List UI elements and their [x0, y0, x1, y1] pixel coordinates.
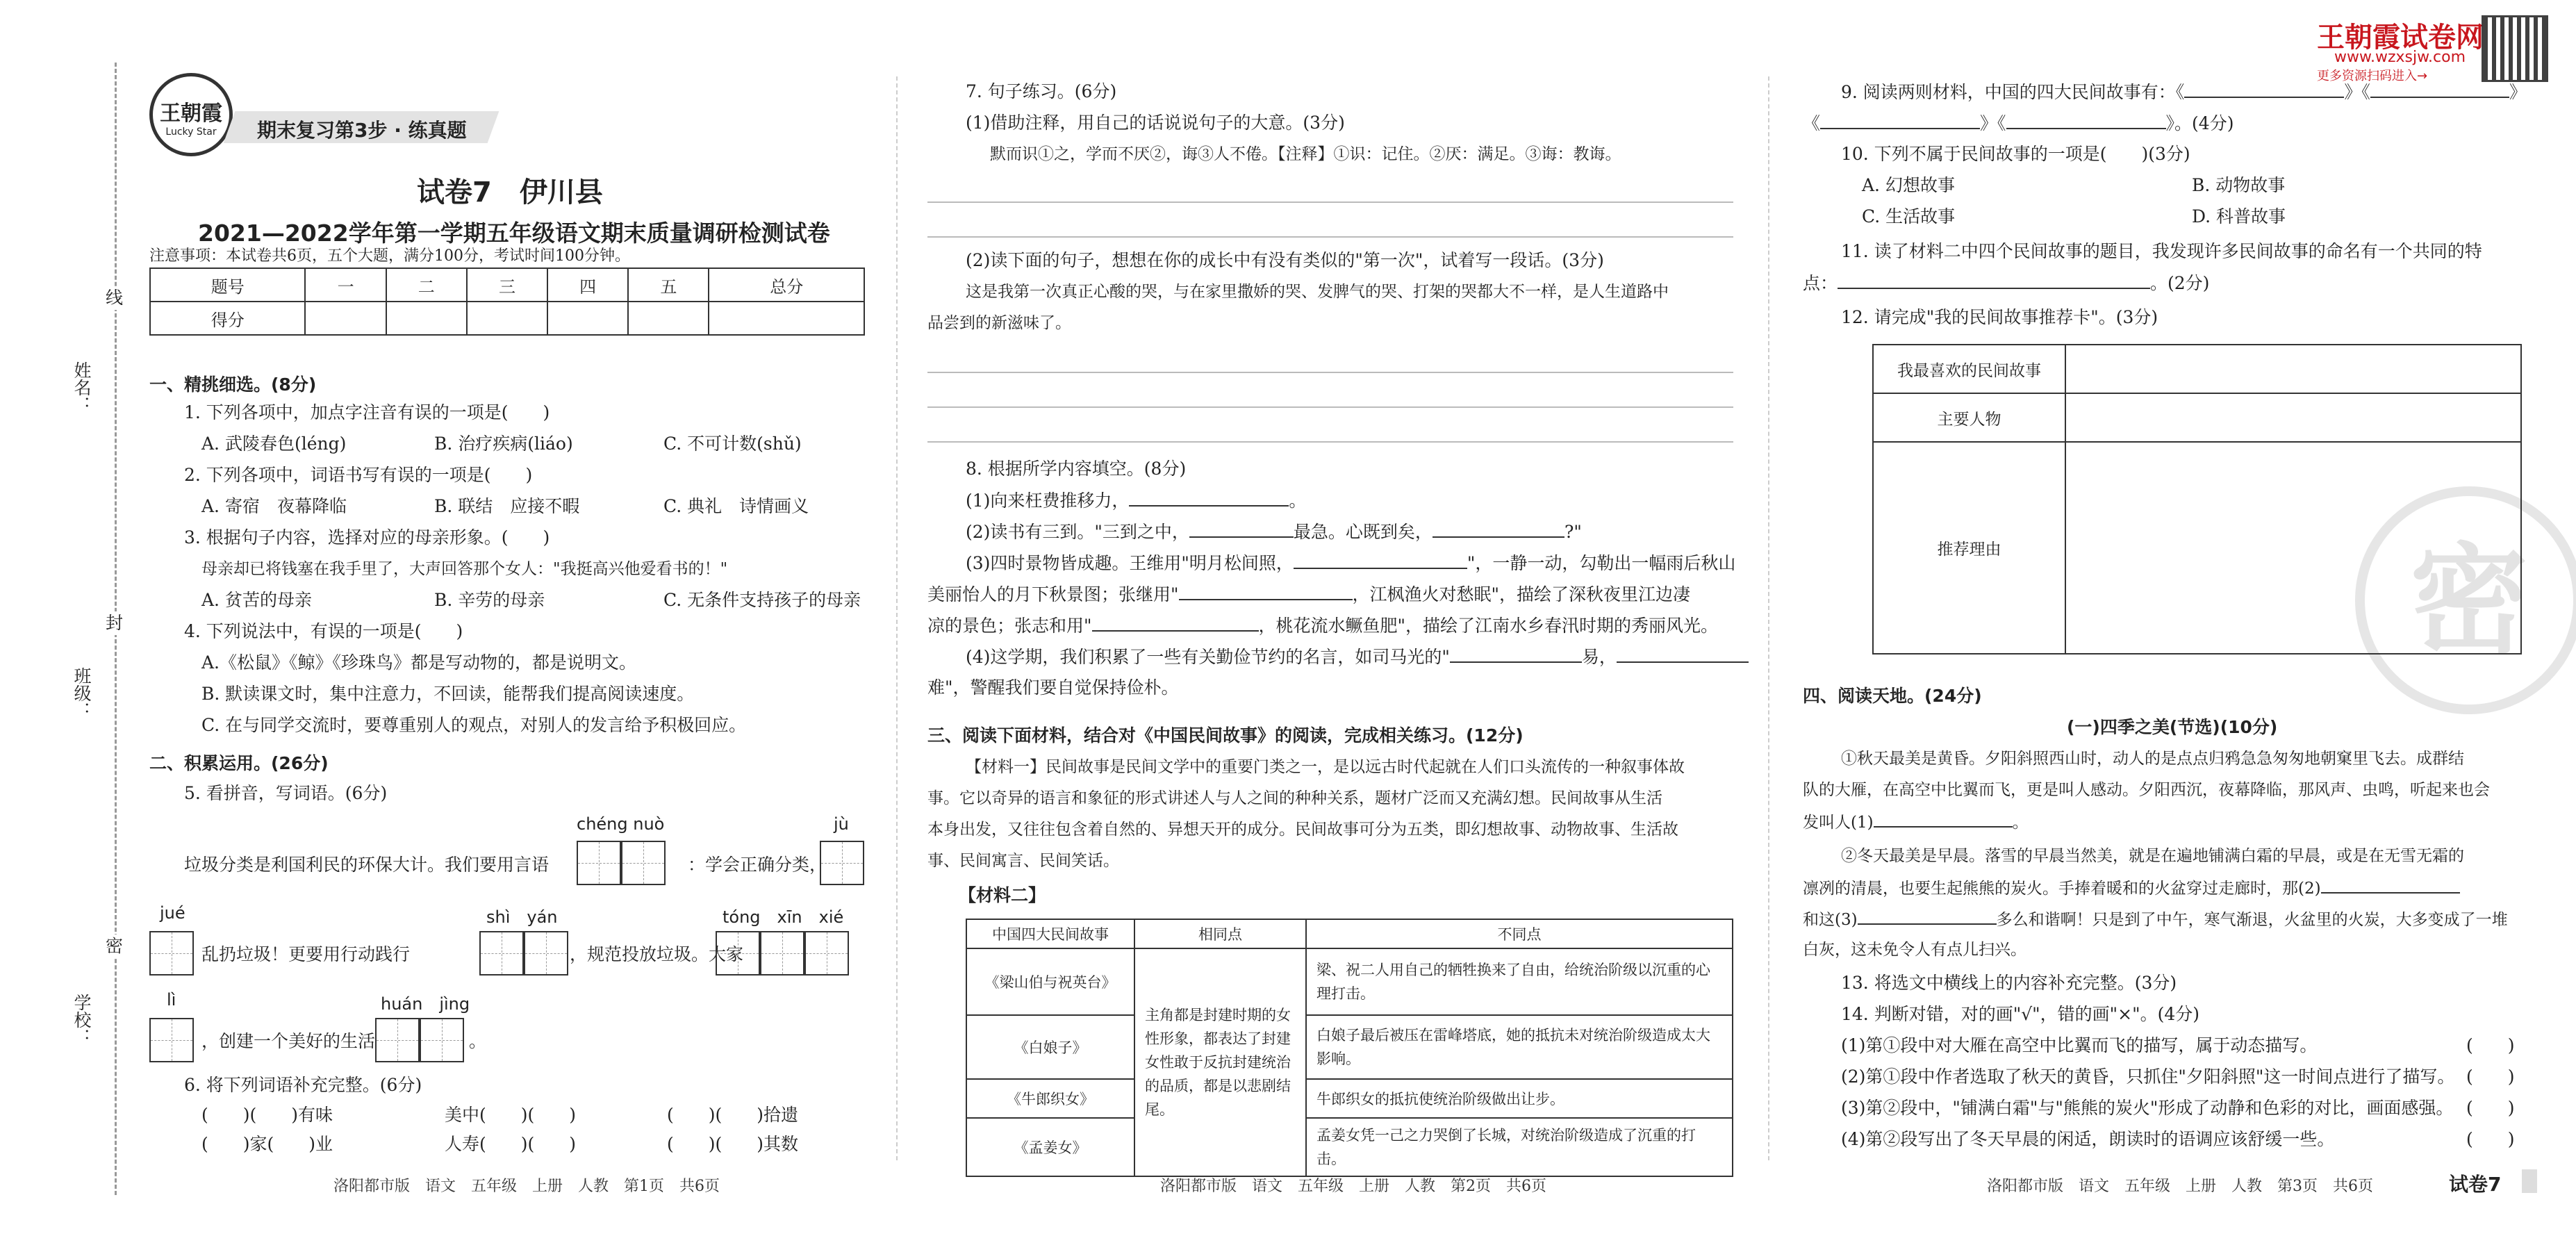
q3-option-b: B. 辛劳的母亲 — [434, 590, 545, 610]
answer-box-li[interactable] — [149, 1018, 194, 1062]
q7-sentence: 默而识①之，学而不厌②，诲③人不倦。【注释】①识：记住。②厌：满足。③诲：教诲。 — [990, 145, 1621, 163]
q8-item3-a: (3)四时景物皆成趣。王维用"明月松间照， — [966, 553, 1294, 573]
material1-line1: 【材料一】民间故事是民间文学中的重要门类之一，是以远古时代起就在人们口头流传的一种叙事体故 — [966, 758, 1685, 776]
q4-text: 4. 下列说法中，有误的一项是( ) — [184, 621, 463, 641]
table-head-diff: 不同点 — [1306, 919, 1733, 948]
q9-blank[interactable] — [2006, 111, 2166, 129]
q3-sentence: 母亲却已将钱塞在我手里了，大声回答那个女人："我挺高兴他爱看书的！" — [201, 560, 728, 578]
reading-blank-3[interactable] — [1858, 907, 1997, 925]
card-reason-input[interactable] — [2065, 442, 2521, 654]
q8-item1-text: (1)向来枉费推移力， — [966, 491, 1130, 511]
q1-option-a: A. 武陵春色(léng) — [201, 434, 347, 454]
q14-item-1: (1)第①段中对大雁在高空中比翼而飞的描写，属于动态描写。 — [1841, 1035, 2318, 1055]
q8-blank[interactable] — [1129, 488, 1289, 507]
q8-item2-text: (2)读书有三到。"三到之中， — [966, 522, 1189, 542]
q9-text: 9. 阅读两则材料，中国的四大民间故事有：《 》《 》 — [1841, 80, 2527, 104]
q1-option-b: B. 治疗疾病(liáo) — [434, 434, 573, 454]
reading1-p2-l3-b: 多么和谐啊！只是到了中午，寒气渐退，火盆里的火炭，大多变成了一堆 — [1996, 911, 2508, 929]
q8-blank[interactable] — [1294, 551, 1467, 569]
q5-text: 5. 看拼音，写词语。(6分) — [184, 783, 388, 803]
pinyin-tongxinxie: tóng xīn xié — [723, 907, 844, 927]
q6-r1-a: ( )( )有味 — [201, 1105, 333, 1125]
score-cell[interactable] — [467, 302, 547, 335]
q7-answer-line[interactable] — [927, 441, 1733, 443]
card-reason-label: 推荐理由 — [1873, 442, 2065, 654]
page-footer-1: 洛阳都市版 语文 五年级 上册 人教 第1页 共6页 — [333, 1178, 720, 1195]
material2-label: 【材料二】 — [959, 885, 1046, 905]
q8-blank[interactable] — [1433, 520, 1564, 538]
score-th-3: 三 — [467, 268, 547, 302]
answer-box-huanjing[interactable] — [375, 1018, 464, 1062]
pinyin-huanjing: huán jìng — [381, 994, 470, 1014]
q14-text: 14. 判断对错，对的画"√"，错的画"×"。(4分) — [1841, 1004, 2199, 1024]
q11-text: 11. 读了材料二中四个民间故事的题目，我发现许多民间故事的命名有一个共同的特 — [1841, 241, 2482, 261]
q8-blank[interactable] — [1092, 614, 1259, 632]
q8-item4-b: 易， — [1581, 647, 1617, 667]
q6-r1-c: ( )( )拾遗 — [667, 1105, 799, 1125]
qr-code-icon[interactable] — [2484, 17, 2546, 80]
q10-option-d: D. 科普故事 — [2192, 206, 2286, 227]
score-table — [149, 267, 865, 336]
material1-line3: 本身出发，又往往包含着自然的、异想天开的成分。民间故事可分为五类，即幻想故事、动物故事、生活故 — [927, 821, 1678, 839]
q6-r1-b: 美中( )( ) — [445, 1105, 577, 1125]
brand-logo — [149, 73, 233, 156]
q7-text: 7. 句子练习。(6分) — [966, 81, 1117, 101]
reading1-p2-l3-a: 和这(3) — [1803, 911, 1858, 929]
score-th-1: 一 — [305, 268, 386, 302]
q8-item3-l3 — [927, 614, 1718, 638]
q8-item3-e: 凉的景色；张志和用" — [927, 616, 1092, 636]
q8-item2-text-b: 最急。心既到矣， — [1293, 522, 1433, 542]
q5-line1-b: ：学会正确分类， — [688, 855, 827, 875]
score-th-5: 五 — [628, 268, 709, 302]
reading1-title: (一)四季之美(节选)(10分) — [2067, 717, 2278, 737]
q8-item4-l1 — [966, 645, 1749, 669]
q6-text: 6. 将下列词语补充完整。(6分) — [184, 1075, 422, 1095]
reading1-p1-l3-text: 发叫人(1) — [1803, 814, 1874, 832]
q1-text: 1. 下列各项中，加点字注音有误的一项是( ) — [184, 402, 550, 422]
exam-subtitle: 2021—2022学年第一学期五年级语文期末质量调研检测试卷 — [198, 220, 830, 247]
score-cell[interactable] — [709, 302, 864, 335]
page-footer-2: 洛阳都市版 语文 五年级 上册 人教 第2页 共6页 — [1160, 1178, 1546, 1195]
q9-text-l2: 《 》《 》。(4分) — [1803, 111, 2234, 135]
q9-blank[interactable] — [2370, 80, 2509, 98]
q14-paren-3[interactable]: ( ) — [2466, 1098, 2515, 1118]
reading1-p2-l1: ②冬天最美是早晨。落雪的早晨当然美，就是在遍地铺满白霜的早晨，或是在无雪无霜的 — [1841, 847, 2464, 865]
table-diff: 牛郎织女的抵抗使统治阶级做出让步。 — [1306, 1079, 1733, 1118]
q14-item-4: (4)第②段写出了冬天早晨的闲适，朗读时的语调应该舒缓一些。 — [1841, 1129, 2335, 1149]
binding-class-label: 班级： — [72, 667, 92, 719]
q2-option-b: B. 联结 应接不暇 — [434, 496, 580, 516]
q8-item2: (2)读书有三到。"三到之中， 最急。心既到矣， ?" — [966, 520, 1582, 544]
table-same-cell: 主角都是封建时期的女性形象，都表达了封建女性敢于反抗封建统治的品质，都是以悲剧结尾。 — [1134, 948, 1306, 1176]
binding-school-label: 学校： — [72, 994, 92, 1046]
reading1-p1-l3: 发叫人(1) 。 — [1803, 809, 2029, 834]
brand-logo-en: Lucky Star — [165, 126, 217, 138]
q1-option-c: C. 不可计数(shǔ) — [663, 434, 802, 454]
pinyin-ju: jù — [834, 814, 849, 834]
pinyin-li: lì — [167, 990, 176, 1010]
q14-item-2: (2)第①段中作者选取了秋天的黄昏，只抓住"夕阳斜照"这一时间点进行了描写。 — [1841, 1067, 2455, 1087]
reading1-p2-l3 — [1803, 907, 2508, 932]
q7-answer-line[interactable] — [927, 406, 1733, 408]
q8-item3-c: 美丽怡人的月下秋景图；张继用" — [927, 584, 1179, 604]
q5-line2-a: 乱扔垃圾！更要用行动践行 — [201, 944, 411, 964]
q8-blank[interactable] — [1617, 645, 1749, 663]
page-footer-3: 洛阳都市版 语文 五年级 上册 人教 第3页 共6页 — [1987, 1178, 2373, 1195]
answer-box-ju[interactable] — [820, 841, 864, 885]
score-th-2: 二 — [386, 268, 467, 302]
answer-box-chengnuo[interactable] — [577, 841, 666, 885]
q2-text: 2. 下列各项中，词语书写有误的一项是( ) — [184, 465, 533, 485]
score-th-0: 题号 — [150, 268, 305, 302]
q9-blank[interactable] — [2184, 80, 2344, 98]
column-divider-1 — [896, 76, 898, 1160]
q6-r2-a: ( )家( )业 — [201, 1134, 333, 1154]
card-char-input[interactable] — [2065, 393, 2521, 442]
answer-box-shiyan[interactable] — [479, 931, 568, 976]
exam-tag-bar — [2522, 1169, 2537, 1193]
q7-part1: (1)借助注释，用自己的话说说句子的大意。(3分) — [966, 113, 1345, 133]
q7-part2-sentence-1: 这是我第一次真正心酸的哭，与在家里撒娇的哭、发脾气的哭、打架的哭都大不一样，是人生道路中 — [966, 283, 1669, 301]
material1-line4: 事、民间寓言、民间笑话。 — [927, 852, 1119, 870]
watermark-text: 密 — [2409, 531, 2528, 670]
q8-blank[interactable] — [1450, 645, 1582, 663]
site-title: 王朝霞试卷网 — [2317, 22, 2484, 53]
answer-box-jue[interactable] — [149, 931, 194, 976]
q10-text: 10. 下列不属于民间故事的一项是( )(3分) — [1841, 144, 2190, 164]
q4-option-c: C. 在与同学交流时，要尊重别人的观点，对别人的发言给予积极回应。 — [201, 715, 747, 735]
q8-item1: (1)向来枉费推移力， 。 — [966, 488, 1306, 513]
table-diff: 梁、祝二人用自己的牺牲换来了自由，给统治阶级以沉重的心理打击。 — [1306, 948, 1733, 1015]
column-divider-2 — [1768, 76, 1769, 1160]
q9-blank[interactable] — [1820, 111, 1980, 129]
q13-text: 13. 将选文中横线上的内容补充完整。(3分) — [1841, 973, 2177, 993]
q8-item3-l1 — [966, 551, 1735, 575]
q7-part2: (2)读下面的句子，想想在你的成长中有没有类似的"第一次"，试着写一段话。(3分) — [966, 250, 1604, 270]
q3-option-a: A. 贫苦的母亲 — [201, 590, 312, 610]
answer-box-tongxinxie[interactable] — [716, 931, 849, 976]
q11-blank[interactable] — [1838, 271, 2150, 289]
reading-blank-2[interactable] — [2321, 875, 2460, 894]
site-more: 更多资源扫码进入→ — [2317, 69, 2428, 83]
reading1-p2-l2 — [1803, 875, 2460, 900]
score-cell[interactable] — [628, 302, 709, 335]
q10-option-c: C. 生活故事 — [1862, 206, 1956, 227]
table-diff: 白娘子最后被压在雷峰塔底，她的抵抗未对统治阶级造成太大影响。 — [1306, 1015, 1733, 1079]
binding-mark-secret: 密 — [106, 935, 123, 958]
q8-blank[interactable] — [1189, 520, 1294, 538]
pinyin-chengnuo: chéng nuò — [577, 814, 665, 834]
table-story: 《白娘子》 — [966, 1015, 1134, 1079]
table-head-story: 中国四大民间故事 — [966, 919, 1134, 948]
section-1-title: 一、精挑细选。(8分) — [149, 374, 317, 395]
binding-mark-seal: 封 — [106, 611, 123, 635]
q11-end: 。(2分) — [2150, 273, 2210, 293]
pinyin-jue: jué — [160, 903, 185, 923]
section-4-title: 四、阅读天地。(24分) — [1803, 686, 1982, 706]
q8-item3-b: "，一静一动，勾勒出一幅雨后秋山 — [1467, 553, 1736, 573]
q8-item4-l2: 难"，警醒我们要自觉保持俭朴。 — [927, 677, 1179, 698]
q3-option-c: C. 无条件支持孩子的母亲 — [663, 590, 861, 610]
site-url: www.wzxsjw.com — [2334, 49, 2466, 66]
q2-option-a: A. 寄宿 夜幕降临 — [201, 496, 347, 516]
pinyin-shiyan: shì yán — [486, 907, 558, 927]
score-cell[interactable] — [386, 302, 467, 335]
q7-answer-line[interactable] — [927, 236, 1733, 238]
score-th-6: 总分 — [709, 268, 864, 302]
exam-title: 试卷7 伊川县 — [417, 176, 603, 208]
q6-r2-c: ( )( )其数 — [667, 1134, 799, 1154]
score-th-4: 四 — [547, 268, 628, 302]
section-banner-text: 期末复习第3步 · 练真题 — [257, 119, 467, 142]
material2-table — [966, 919, 1733, 1177]
q3-text: 3. 根据句子内容，选择对应的母亲形象。( ) — [184, 527, 550, 548]
q12-text: 12. 请完成"我的民间故事推荐卡"。(3分) — [1841, 307, 2158, 327]
q2-option-c: C. 典礼 诗情画义 — [663, 496, 809, 516]
card-fav-label: 我最喜欢的民间故事 — [1873, 345, 2065, 393]
q8-item3-f: ，桃花流水鳜鱼肥"，描绘了江南水乡春汛时期的秀丽风光。 — [1258, 616, 1719, 636]
q14-paren-1[interactable]: ( ) — [2466, 1035, 2515, 1055]
q8-item3-d: ，江枫渔火对愁眠"，描绘了深秋夜里江边凄 — [1352, 584, 1691, 604]
q11-text-l2 — [1803, 271, 2209, 295]
q10-option-a: A. 幻想故事 — [1862, 175, 1955, 195]
score-row-label: 得分 — [150, 302, 305, 335]
q5-line3-end: 。 — [469, 1031, 487, 1051]
binding-name-label: 姓名： — [72, 361, 92, 413]
exam-notice: 注意事项：本试卷共6页，五个大题，满分100分，考试时间100分钟。 — [149, 247, 630, 265]
table-story: 《牛郎织女》 — [966, 1079, 1134, 1118]
recommend-card — [1872, 344, 2522, 655]
table-story: 《梁山伯与祝英台》 — [966, 948, 1134, 1015]
q11-label: 点： — [1803, 273, 1838, 293]
section-3-title: 三、阅读下面材料，结合对《中国民间故事》的阅读，完成相关练习。(12分) — [927, 725, 1524, 746]
q4-option-b: B. 默读课文时，集中注意力，不回读，能帮我们提高阅读速度。 — [201, 684, 695, 704]
q10-option-b: B. 动物故事 — [2192, 175, 2286, 195]
q4-option-a: A.《松鼠》《鲸》《珍珠鸟》都是写动物的，都是说明文。 — [201, 652, 637, 673]
q9-label: 9. 阅读两则材料，中国的四大民间故事有： — [1841, 82, 2176, 102]
section-2-title: 二、积累运用。(26分) — [149, 753, 329, 773]
q8-blank[interactable] — [1179, 582, 1353, 600]
reading1-p2-l2-text: 凛冽的清晨，也要生起熊熊的炭火。手捧着暖和的火盆穿过走廊时，那(2) — [1803, 880, 2321, 898]
exam-tag: 试卷7 — [2449, 1173, 2502, 1196]
score-cell[interactable] — [305, 302, 386, 335]
q14-paren-4[interactable]: ( ) — [2466, 1129, 2515, 1149]
material1-line2: 事。它以奇异的语言和象征的形式讲述人与人之间的种种关系，题材广泛而又充满幻想。民间故事从生活 — [927, 789, 1662, 807]
q8-item3-l2 — [927, 582, 1690, 607]
table-diff: 孟姜女凭一己之力哭倒了长城，对统治阶级造成了沉重的打击。 — [1306, 1118, 1733, 1176]
q7-answer-line[interactable] — [927, 372, 1733, 373]
binding-mark-line: 线 — [106, 286, 123, 310]
q8-text: 8. 根据所学内容填空。(8分) — [966, 459, 1187, 479]
brand-logo-text: 王朝霞 — [160, 101, 222, 126]
card-fav-input[interactable] — [2065, 345, 2521, 393]
q14-paren-2[interactable]: ( ) — [2466, 1067, 2515, 1087]
card-char-label: 主要人物 — [1873, 393, 2065, 442]
table-head-same: 相同点 — [1134, 919, 1306, 948]
q5-line1-a: 垃圾分类是利国利民的环保大计。我们要用言语 — [184, 855, 550, 875]
q5-line3: ，创建一个美好的生活 — [201, 1031, 376, 1051]
score-cell[interactable] — [547, 302, 628, 335]
reading1-p2-l4: 白灰，这未免令人有点儿扫兴。 — [1803, 941, 2026, 959]
reading-blank-1[interactable] — [1874, 809, 2013, 828]
q14-item-3: (3)第②段中，"铺满白霜"与"熊熊的炭火"形成了动静和色彩的对比，画面感强。 — [1841, 1098, 2454, 1118]
reading1-p1-l1: ①秋天最美是黄昏。夕阳斜照西山时，动人的是点点归鸦急急匆匆地朝窠里飞去。成群结 — [1841, 750, 2464, 768]
q5-line2-b: ，规范投放垃圾。大家 — [570, 944, 744, 964]
q9-end: 。(4分) — [2174, 113, 2234, 133]
table-story: 《孟姜女》 — [966, 1118, 1134, 1176]
q6-r2-b: 人寿( )( ) — [445, 1134, 577, 1154]
q7-part2-sentence-2: 品尝到的新滋味了。 — [927, 314, 1071, 332]
reading1-p1-l2: 队的大雁，在高空中比翼而飞，更是叫人感动。夕阳西沉，夜幕降临，那风声、虫鸣，听起来也会 — [1803, 781, 2490, 799]
q8-item4-a: (4)这学期，我们积累了一些有关勤俭节约的名言，如司马光的" — [966, 647, 1450, 667]
q7-answer-line[interactable] — [927, 201, 1733, 203]
